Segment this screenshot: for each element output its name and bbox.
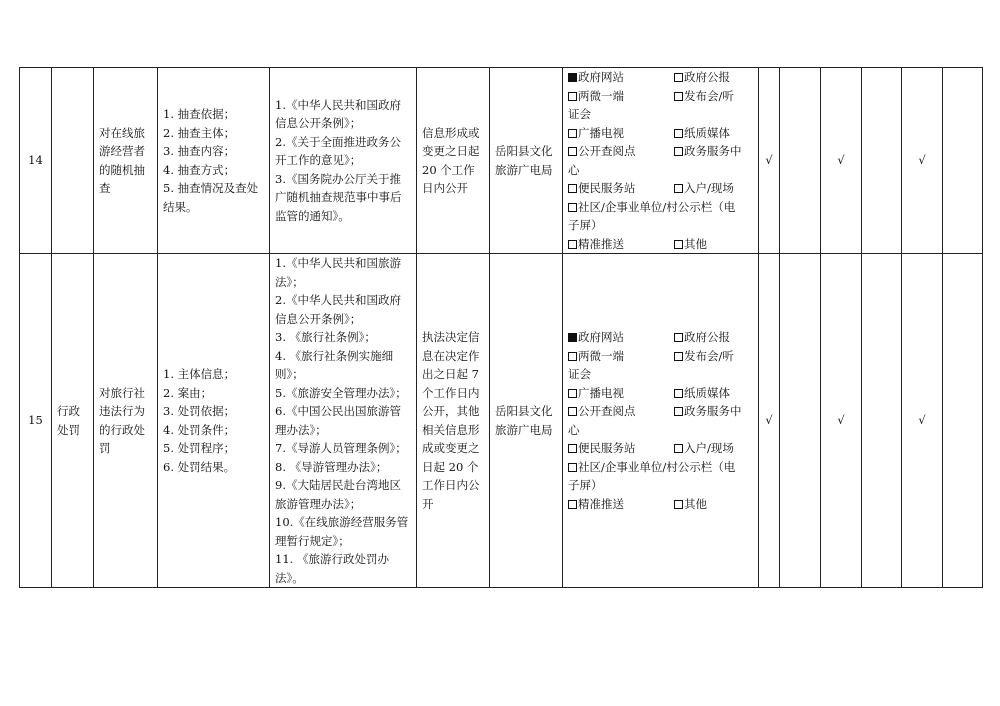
channel-label: 两微一端 <box>578 88 624 103</box>
basis-cell <box>270 68 417 254</box>
channel-label: 两微一端 <box>578 348 624 363</box>
channel-label: 其他 <box>684 236 707 251</box>
channel-label: 证会 <box>568 367 591 381</box>
basis-line: 1.《中华人民共和国政府信息公开条例》； <box>275 97 401 131</box>
category-cell <box>52 68 94 254</box>
checkbox-icon <box>568 240 577 249</box>
basis-line: 9.《大陆居民赴台湾地区旅游管理办法》； <box>275 478 401 511</box>
checkbox-icon <box>568 203 577 212</box>
checkbox-icon <box>568 500 577 509</box>
channel-label: 发布会/听 <box>684 88 734 103</box>
checkbox-icon <box>568 92 577 101</box>
content-line: 3. 处罚依据； <box>163 404 236 418</box>
channel-label: 精准推送 <box>578 496 624 511</box>
checkbox-icon <box>568 129 577 138</box>
check-cell <box>943 68 983 254</box>
row-number: 14 <box>20 68 52 254</box>
checkbox-icon <box>568 147 577 156</box>
checkbox-icon <box>674 333 683 342</box>
category-cell <box>52 254 94 588</box>
checkbox-icon <box>568 407 577 416</box>
checkbox-icon <box>568 444 577 453</box>
content-line: 4. 抽查方式； <box>163 162 236 177</box>
check-cell: √ <box>821 68 862 254</box>
channel-label: 社区/企事业单位/村公示栏（电 <box>578 459 736 474</box>
channel-label: 入户/现场 <box>684 441 734 455</box>
check-cell <box>862 254 902 588</box>
subject-cell <box>490 254 563 588</box>
check-cell <box>943 254 983 588</box>
row-number: 15 <box>20 254 52 588</box>
time-limit-text: 信息形成或变更之日起 20 个工作日内公开 <box>422 125 480 195</box>
channel-label: 纸质媒体 <box>684 125 730 140</box>
checkbox-icon <box>568 352 577 361</box>
channel-label: 公开查阅点 <box>578 144 636 158</box>
check-cell: √ <box>902 68 943 254</box>
checkbox-icon <box>674 147 683 156</box>
table-row <box>20 254 983 588</box>
time-limit-text: 执法决定信息在决定作出之日起 7 个工作日内公开，其他相关信息形成或变更之日起 20 个工作日内公开 <box>422 330 480 511</box>
item-name-text: 对在线旅游经营者的随机抽查 <box>99 125 145 195</box>
channels-cell <box>563 254 759 588</box>
check-cell <box>780 68 821 254</box>
checked-box-icon <box>568 333 577 342</box>
content-line: 6. 处罚结果。 <box>163 459 236 474</box>
channel-label: 精准推送 <box>578 236 624 251</box>
basis-line: 2.《关于全面推进政务公开工作的意见》； <box>275 134 401 168</box>
item-name-text: 对旅行社违法行为的行政处罚 <box>99 385 145 455</box>
channel-label: 政务服务中 <box>684 144 742 158</box>
basis-line: 10.《在线旅游经营服务管理暂行规定》； <box>275 515 409 548</box>
content-line: 2. 案由； <box>163 385 213 400</box>
check-cell: √ <box>759 254 780 588</box>
check-cell: √ <box>902 254 943 588</box>
checkbox-icon <box>674 500 683 509</box>
check-cell <box>862 68 902 254</box>
checkbox-icon <box>568 389 577 398</box>
content-line: 1. 抽查依据； <box>163 107 236 121</box>
channel-label: 政府公报 <box>684 330 730 344</box>
item-name <box>94 68 158 254</box>
channel-label: 入户/现场 <box>684 181 734 195</box>
table-row <box>20 68 983 254</box>
channel-label: 子屏） <box>568 218 603 232</box>
checkbox-icon <box>568 463 577 472</box>
channel-label: 政府公报 <box>684 70 730 84</box>
content-line: 3. 抽查内容； <box>163 144 236 158</box>
time-limit-cell <box>417 254 490 588</box>
checkbox-icon <box>568 184 577 193</box>
checked-box-icon <box>568 73 577 82</box>
content-line: 2. 抽查主体； <box>163 125 236 140</box>
basis-line: 3. 《旅行社条例》； <box>275 330 376 344</box>
basis-line: 6.《中国公民出国旅游管理办法》； <box>275 404 401 437</box>
channel-label: 公开查阅点 <box>578 404 636 418</box>
content-cell <box>158 68 270 254</box>
checkbox-icon <box>674 129 683 138</box>
channel-label: 其他 <box>684 496 707 511</box>
basis-line: 11. 《旅游行政处罚办法》。 <box>275 552 389 585</box>
channel-label: 子屏） <box>568 478 603 492</box>
check-cell <box>780 254 821 588</box>
check-cell: √ <box>759 68 780 254</box>
checkbox-icon <box>674 92 683 101</box>
content-line: 5. 处罚程序； <box>163 441 236 455</box>
channel-label: 发布会/听 <box>684 348 734 363</box>
channel-label: 纸质媒体 <box>684 385 730 400</box>
item-name <box>94 254 158 588</box>
checkbox-icon <box>674 352 683 361</box>
basis-line: 4. 《旅行社条例实施细则》； <box>275 348 394 381</box>
basis-line: 5.《旅游安全管理办法》； <box>275 385 407 400</box>
channel-label: 社区/企事业单位/村公示栏（电 <box>578 199 736 214</box>
subject-cell <box>490 68 563 254</box>
content-line: 4. 处罚条件； <box>163 422 236 437</box>
channel-label: 便民服务站 <box>578 441 636 455</box>
channel-label: 心 <box>568 162 580 177</box>
checkbox-icon <box>674 389 683 398</box>
channel-label: 政府网站 <box>578 330 624 344</box>
content-cell <box>158 254 270 588</box>
check-cell: √ <box>821 254 862 588</box>
channel-label: 心 <box>568 422 580 437</box>
channel-label: 政务服务中 <box>684 404 742 418</box>
basis-line: 8. 《导游管理办法》； <box>275 459 388 474</box>
checkbox-icon <box>674 407 683 416</box>
subject-text: 岳阳县文化旅游广电局 <box>495 404 553 437</box>
checkbox-icon <box>674 184 683 193</box>
time-limit-cell <box>417 68 490 254</box>
checkbox-icon <box>674 240 683 249</box>
checkbox-icon <box>674 444 683 453</box>
channel-label: 广播电视 <box>578 125 624 140</box>
checkbox-icon <box>674 73 683 82</box>
subject-text: 岳阳县文化旅游广电局 <box>495 144 553 177</box>
channels-cell <box>563 68 759 254</box>
content-line: 5. 抽查情况及查处结果。 <box>163 181 259 214</box>
basis-cell <box>270 254 417 588</box>
channel-label: 便民服务站 <box>578 181 636 195</box>
basis-line: 7.《导游人员管理条例》； <box>275 441 407 455</box>
content-line: 1. 主体信息； <box>163 367 236 381</box>
channel-label: 政府网站 <box>578 70 624 84</box>
basis-line: 3.《国务院办公厅关于推广随机抽查规范事中事后监管的通知》。 <box>275 171 402 223</box>
category-text: 行政处罚 <box>57 404 80 437</box>
channel-label: 证会 <box>568 107 591 121</box>
disclosure-table <box>19 67 983 588</box>
channel-label: 广播电视 <box>578 385 624 400</box>
basis-line: 1.《中华人民共和国旅游法》； <box>275 256 401 289</box>
basis-line: 2.《中华人民共和国政府信息公开条例》； <box>275 293 401 326</box>
